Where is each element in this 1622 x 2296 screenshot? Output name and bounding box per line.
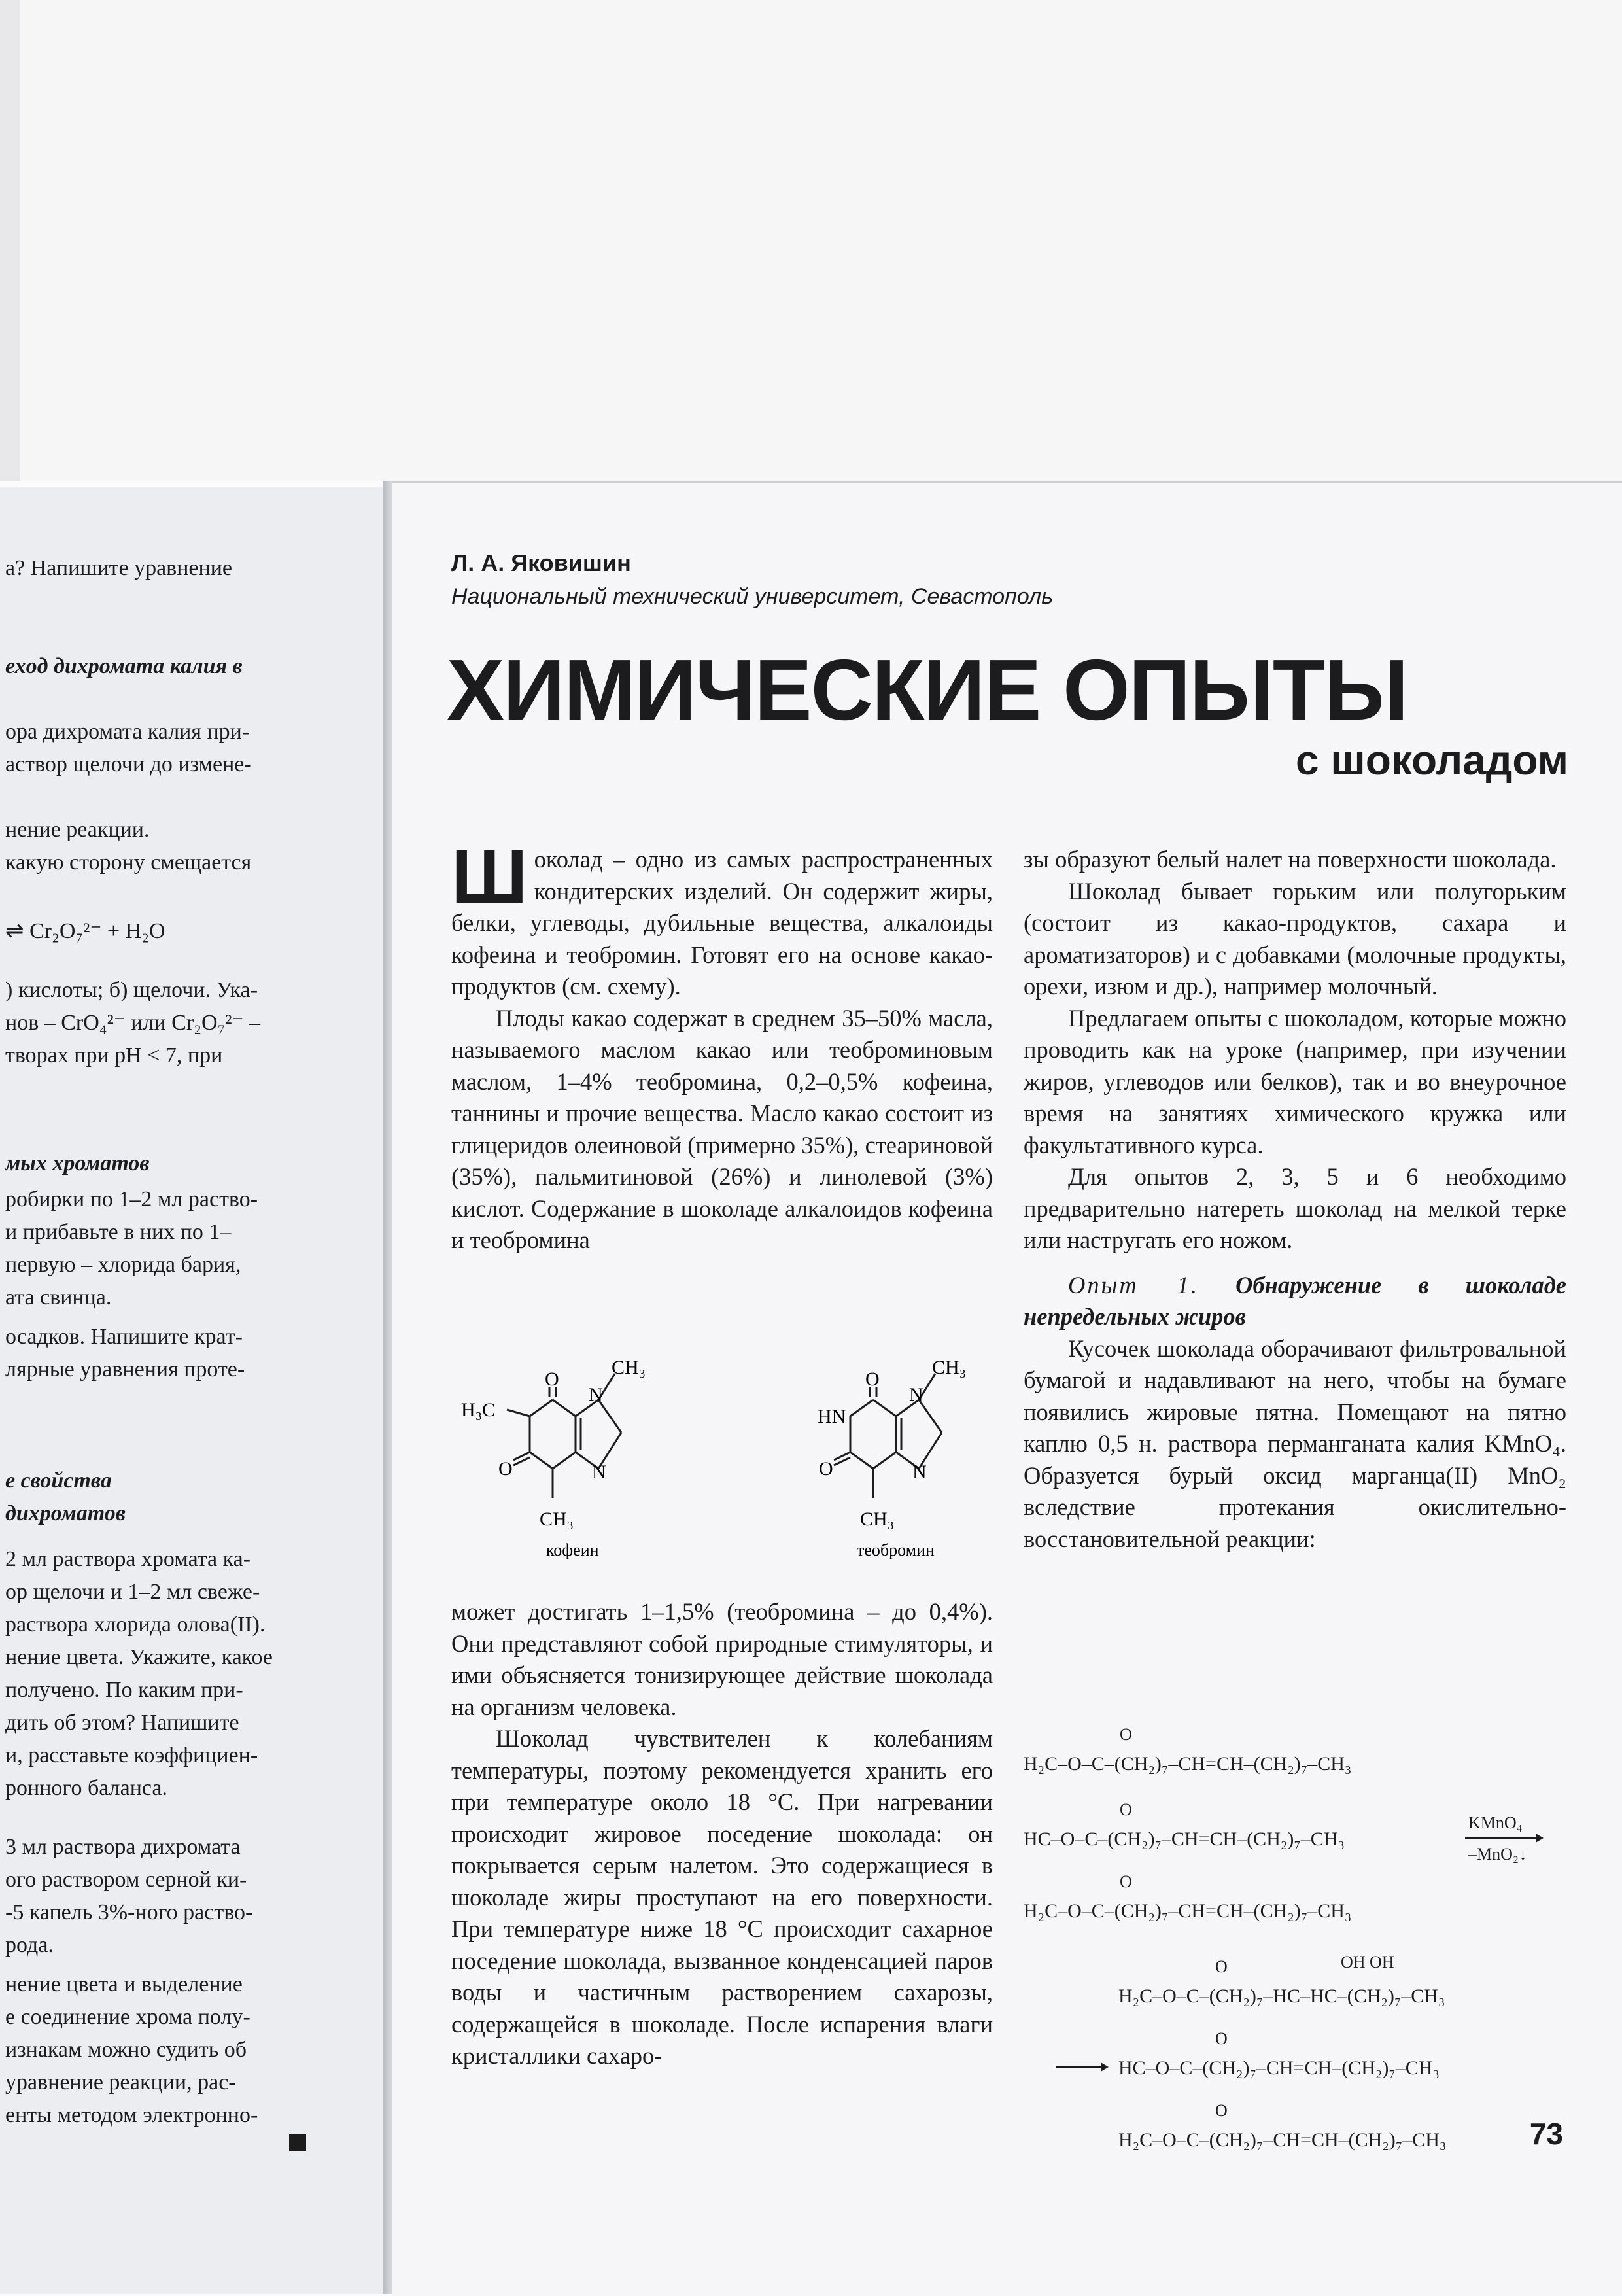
methyl-label: CH₃ bbox=[612, 1357, 646, 1378]
carbonyl-oxygen: O bbox=[1120, 1872, 1132, 1891]
left-page-line: 2 мл раствора хромата ка- bbox=[5, 1547, 251, 1571]
left-page-line: уравнение реакции, рас- bbox=[5, 2070, 236, 2095]
methyl-label: H₃C bbox=[461, 1399, 496, 1421]
reactant-line: H₂C–O–C–(CH₂)₇–CH=CH–(CH₂)₇–CH₃ bbox=[1024, 1900, 1352, 1922]
experiment-title: Обнаружение в шоколаде непредельных жиров bbox=[1024, 1271, 1566, 1330]
left-page-line: дихроматов bbox=[5, 1501, 126, 1525]
atom-label: O bbox=[819, 1458, 833, 1480]
molecule-caption: теобромин bbox=[857, 1540, 935, 1559]
left-page-line: а? Напишите уравнение bbox=[5, 556, 233, 580]
left-page-line: нение цвета и выделение bbox=[5, 1972, 243, 1996]
left-page-line: 3 мл раствора дихромата bbox=[5, 1835, 241, 1859]
methyl-label: CH₃ bbox=[932, 1357, 967, 1378]
paragraph: Шоколад бывает горьким или полугорьким (состоит из какао-продуктов, сахара и ароматизаторов) и с добавками (молочные продукты, орехи, изюм и др.), например молочный. bbox=[1024, 877, 1566, 1000]
carbonyl-oxygen: O bbox=[1215, 1957, 1228, 1976]
atom-label: O bbox=[865, 1368, 880, 1390]
left-page-line: ор щелочи и 1–2 мл свеже- bbox=[5, 1580, 260, 1604]
methyl-label: CH₃ bbox=[860, 1508, 895, 1530]
paragraph: зы образуют белый налет на поверхности шоколада. bbox=[1024, 846, 1557, 873]
text-column-1-continued bbox=[451, 1596, 993, 2072]
left-page-line: изнакам можно судить об bbox=[5, 2038, 247, 2062]
left-page-line: мых хроматов bbox=[5, 1151, 150, 1175]
atom-label: N bbox=[592, 1461, 606, 1483]
paragraph: Для опытов 2, 3, 5 и 6 необходимо предварительно натереть шоколад на мелкой терке или настругать его ножом. bbox=[1024, 1163, 1566, 1253]
left-page-line: е свойства bbox=[5, 1469, 112, 1493]
reaction-arrow bbox=[1465, 1832, 1544, 1845]
left-page-line: енты методом электронно- bbox=[5, 2103, 258, 2127]
amine-label: HN bbox=[818, 1406, 846, 1427]
product-line: HC–O–C–(CH₂)₇–CH=CH–(CH₂)₇–CH₃ bbox=[1118, 2057, 1440, 2079]
scan-background bbox=[0, 0, 1622, 481]
methyl-label: CH₃ bbox=[540, 1508, 574, 1530]
left-page-line: и, расставьте коэффициен- bbox=[5, 1743, 258, 1767]
experiment-label: Опыт 1. bbox=[1068, 1271, 1199, 1298]
product-line: H₂C–O–C–(CH₂)₇–HC–HC–(CH₂)₇–CH₃ bbox=[1118, 1985, 1445, 2007]
left-page-line: нение реакции. bbox=[5, 818, 150, 842]
author-affiliation: Национальный технический университет, Севастополь bbox=[451, 584, 1054, 609]
reagent-label: KMnO₄ bbox=[1468, 1813, 1523, 1832]
end-of-article-square bbox=[289, 2134, 306, 2151]
paragraph: околад – одно из самых распространенных кондитерских изделий. Он содержит жиры, белки, углеводы, дубильные вещества, алкалоиды кофеина и теобромин. Готовят его на основе какао-продуктов (см. схему). bbox=[451, 846, 993, 1000]
left-page-line: первую – хлорида бария, bbox=[5, 1253, 241, 1277]
left-page-line: ора дихромата калия при- bbox=[5, 720, 250, 744]
left-page-line: ата свинца. bbox=[5, 1285, 112, 1310]
text-column-1 bbox=[451, 834, 993, 1257]
author-name: Л. А. Яковишин bbox=[451, 549, 631, 576]
text-column-2 bbox=[1024, 844, 1566, 1555]
carbonyl-oxygen: O bbox=[1120, 1800, 1132, 1819]
left-page-line: рода. bbox=[5, 1933, 54, 1957]
left-page-line: -5 капель 3%-ного раство- bbox=[5, 1900, 253, 1924]
left-page-line: аствор щелочи до измене- bbox=[5, 752, 252, 776]
theobromine-structure bbox=[778, 1348, 1027, 1567]
atom-label: N bbox=[589, 1384, 603, 1406]
left-page-line: ехoд дихромата калия в bbox=[5, 654, 243, 678]
paragraph: Предлагаем опыты с шоколадом, которые можно проводить как на уроке (например, при изучении жиров, углеводов или белков), так и во внеурочное время на занятиях химического кружка или факультативного курса. bbox=[1024, 1004, 1566, 1158]
left-page-line: ) кислоты; б) щелочи. Ука- bbox=[5, 978, 258, 1002]
article-title: ХИМИЧЕСКИЕ ОПЫТЫ bbox=[447, 642, 1407, 738]
carbonyl-oxygen: O bbox=[1215, 2101, 1228, 2120]
reactant-line: H₂C–O–C–(CH₂)₇–CH=CH–(CH₂)₇–CH₃ bbox=[1024, 1753, 1352, 1775]
reactant-line: HC–O–C–(CH₂)₇–CH=CH–(CH₂)₇–CH₃ bbox=[1024, 1828, 1345, 1850]
left-page-line: нов – CrO₄²⁻ или Cr₂O₇²⁻ – bbox=[5, 1011, 261, 1035]
product-arrow bbox=[1056, 2061, 1109, 2074]
caffeine-structure bbox=[458, 1348, 706, 1567]
paragraph: Плоды какао содержат в среднем 35–50% масла, называемого маслом какао или теоброминовым маслом, 1–4% теобромина, 0,2–0,5% кофеина, таннины и прочие вещества. Масло какао состоит из глицеридов олеиновой (примерно 35%), стеариновой (35%), пальмитиновой (26%) и линолевой (3%) кислот. Содержание в шоколаде алкалоидов кофеина и теобромина bbox=[451, 1004, 993, 1253]
left-page-line: ронного баланса. bbox=[5, 1776, 168, 1800]
scan-edge bbox=[0, 0, 20, 481]
left-page-line: дить об этом? Напишите bbox=[5, 1711, 239, 1735]
hydroxyl-labels: OH OH bbox=[1341, 1953, 1394, 1972]
left-page-line: робирки по 1–2 мл раство- bbox=[5, 1187, 258, 1211]
left-page-line: осадков. Напишите крат- bbox=[5, 1325, 243, 1349]
carbonyl-oxygen: O bbox=[1215, 2029, 1228, 2048]
left-page-line: ⇌ Cr₂O₇²⁻ + H₂O bbox=[5, 919, 165, 943]
reagent-byproduct: –MnO₂↓ bbox=[1468, 1845, 1527, 1864]
atom-label: O bbox=[498, 1458, 513, 1480]
left-page-line: и прибавьте в них по 1– bbox=[5, 1220, 232, 1244]
left-page-line: получено. По каким при- bbox=[5, 1678, 243, 1702]
previous-page bbox=[0, 487, 383, 2294]
paragraph: может достигать 1–1,5% (теобромина – до 0,4%). Они представляют собой природные стимуляторы, и ими объясняется тонизирующее действие шоколада на организм человека. bbox=[451, 1598, 993, 1720]
page-number: 73 bbox=[1529, 2117, 1563, 2151]
atom-label: O bbox=[545, 1368, 559, 1390]
molecule-caption: кофеин bbox=[546, 1540, 599, 1559]
atom-label: N bbox=[912, 1461, 927, 1483]
left-page-line: творах при pH < 7, при bbox=[5, 1043, 223, 1068]
left-page-line: нение цвета. Укажите, какое bbox=[5, 1645, 273, 1669]
left-page-line: е соединение хрома полу- bbox=[5, 2005, 250, 2029]
left-page-line: раствора хлорида олова(II). bbox=[5, 1612, 266, 1637]
paragraph: Кусочек шоколада оборачивают фильтровальной бумагой и надавливают на него, чтобы на бумаге появились жировые пятна. Помещают на пятно каплю 0,5 н. раствора перманганата калия KMnO₄. Образуется бурый оксид марганца(II) MnO₂ вследствие протекания окислительно-восстановительной реакции: bbox=[1024, 1334, 1566, 1552]
left-page-line: ого раствором серной ки- bbox=[5, 1868, 247, 1892]
left-page-line: лярные уравнения проте- bbox=[5, 1357, 245, 1382]
experiment-heading bbox=[1024, 1270, 1566, 1333]
carbonyl-oxygen: O bbox=[1120, 1725, 1132, 1744]
article-subtitle: с шоколадом bbox=[1296, 737, 1568, 784]
drop-cap: Ш bbox=[451, 834, 528, 919]
paragraph: Шоколад чувствителен к колебаниям температуры, поэтому рекомендуется хранить его при температуре около 18 °С. При нагревании происходит жировое поседение шоколада: он покрывается серым налетом. Это содержащиеся в шоколаде жиры проступают на его поверхности. При температуре ниже 18 °С происходит сахарное поседение шоколада, вызванное конденсацией паров воды и частичным растворением сахарозы, содержащейся в шоколаде. После испарения влаги кристаллики сахаро- bbox=[451, 1725, 993, 2069]
left-page-line: какую сторону смещается bbox=[5, 850, 252, 875]
atom-label: N bbox=[909, 1384, 923, 1406]
product-line: H₂C–O–C–(CH₂)₇–CH=CH–(CH₂)₇–CH₃ bbox=[1118, 2129, 1447, 2151]
